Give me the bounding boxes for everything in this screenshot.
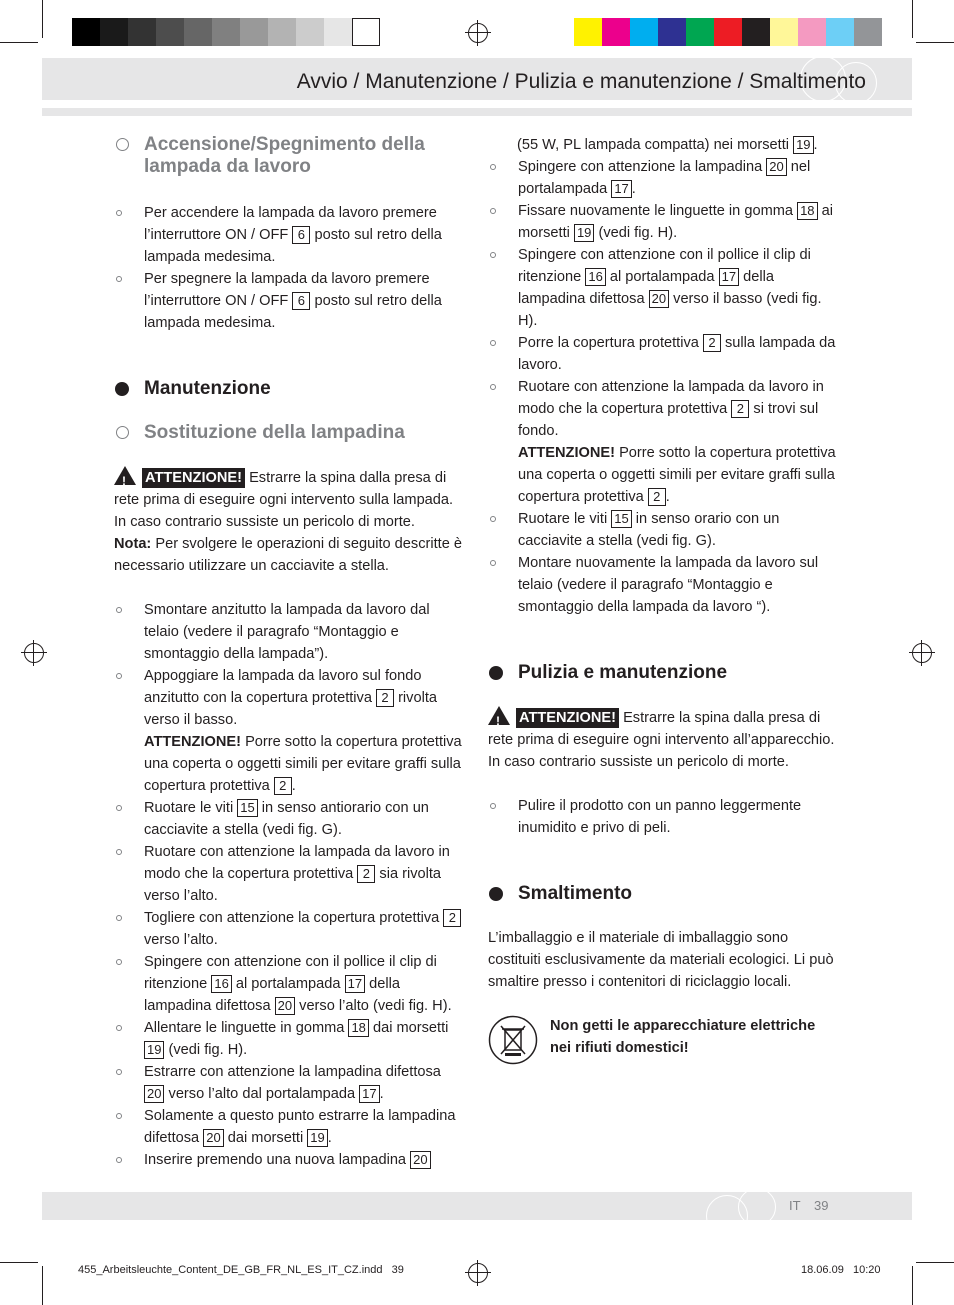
step-text: Per accendere la lampada da lavoro premere l’interruttore ON / OFF (144, 205, 437, 243)
step-text: sia rivolta verso l’alto. (144, 866, 442, 904)
registration-mark-left (24, 643, 44, 663)
calibration-swatch (156, 18, 184, 46)
list-item (488, 244, 840, 332)
step-text: . (813, 137, 818, 153)
print-file-slug: 455_Arbeitsleuchte_Content_DE_GB_FR_NL_ES_IT_CZ.indd 39 (78, 1264, 404, 1276)
caution-note (144, 731, 464, 797)
registration-mark-right (912, 643, 932, 663)
list-item (488, 552, 840, 618)
step-text: Fissare nuovamente le linguette in gomma (518, 203, 798, 219)
warning-text: Estrarre la spina dalla presa di rete prima di eseguire ogni intervento all’apparecchio. In caso contrario sussiste un pericolo di morte. (488, 710, 835, 770)
footer-page-number: 39 (814, 1198, 829, 1213)
list-item (114, 1061, 464, 1105)
list-item (114, 841, 464, 907)
warning-label: ATTENZIONE! (516, 708, 619, 728)
page-title: Avvio / Manutenzione / Pulizia e manutenzione / Smaltimento (296, 70, 866, 93)
weee-text: Non getti le apparecchiature elettriche nei rifiuti domestici! (550, 1018, 816, 1056)
list-item (114, 797, 464, 841)
step-text: (vedi fig. H). (594, 225, 678, 241)
crop-mark (912, 1266, 913, 1305)
registration-mark-bottom (468, 1263, 488, 1283)
step-text: dai morsetti (368, 1020, 449, 1036)
caution-note (518, 442, 840, 508)
warning-triangle-icon: ! (488, 706, 510, 725)
cleaning-warning-paragraph (488, 706, 840, 773)
step-text: si trovi sul fondo. (518, 401, 819, 439)
crop-mark (916, 1262, 954, 1263)
part-number-box: 17 (345, 975, 365, 993)
calibration-swatch (602, 18, 630, 46)
crop-mark (916, 42, 954, 43)
step-text: dai morsetti (223, 1130, 308, 1146)
step-text: Appoggiare la lampada da lavoro sul fondo anzitutto con la copertura protettiva (144, 668, 422, 706)
part-number-box: 6 (292, 226, 310, 244)
crop-mark (42, 0, 43, 38)
step-text: Estrarre con attenzione la lampadina difettosa (144, 1064, 441, 1080)
step-text: (vedi fig. H). (164, 1042, 248, 1058)
step-text: Porre sotto la copertura protettiva una coperta o oggetti simili per evitare graffi sulla copertura protettiva (518, 445, 836, 505)
step-text: posto sul retro della lampada medesima. (144, 293, 442, 331)
warning-label: ATTENZIONE! (142, 468, 245, 488)
weee-notice (488, 1015, 840, 1065)
continued-step (488, 134, 840, 156)
calibration-swatch (240, 18, 268, 46)
step-text: Spingere con attenzione con il pollice il clip di ritenzione (144, 954, 437, 992)
list-item (114, 599, 464, 665)
calibration-swatch (128, 18, 156, 46)
weee-bin-icon (488, 1015, 538, 1065)
part-number-box: 20 (203, 1129, 223, 1147)
part-number-box: 2 (357, 865, 375, 883)
right-column (488, 134, 840, 1065)
step-text: Togliere con attenzione la copertura protettiva (144, 910, 444, 926)
calibration-swatch (100, 18, 128, 46)
calibration-swatch (574, 18, 602, 46)
part-number-box: 2 (274, 777, 292, 795)
note-label: Nota: (114, 536, 152, 552)
calibration-swatch (686, 18, 714, 46)
list-item (114, 665, 464, 797)
step-text: . (327, 1130, 332, 1146)
step-text: al portalampada (231, 976, 345, 992)
step-text: Ruotare con attenzione la lampada da lavoro in modo che la copertura protettiva (518, 379, 824, 417)
calibration-swatch (630, 18, 658, 46)
note-text: Per svolgere le operazioni di seguito descritte è necessario utilizzare un cacciavite a stella. (114, 536, 462, 574)
part-number-box: 6 (292, 292, 310, 310)
step-text: Montare nuovamente la lampada da lavoro sul telaio (vedere il paragrafo “Montaggio e smontaggio della lampada da lavoro “). (518, 555, 819, 615)
calibration-swatch (324, 18, 352, 46)
calibration-swatch (296, 18, 324, 46)
part-number-box: 18 (797, 202, 817, 220)
part-number-box: 2 (376, 689, 394, 707)
part-number-box: 19 (574, 224, 594, 242)
part-number-box: 20 (766, 158, 786, 176)
list-item (114, 202, 464, 268)
step-text: Inserire premendo una nuova lampadina (144, 1152, 411, 1168)
note-paragraph (114, 533, 464, 577)
step-text: Ruotare le viti (518, 511, 612, 527)
calibration-swatch (72, 18, 100, 46)
list-item (488, 376, 840, 508)
warning-triangle-icon: ! (114, 466, 136, 485)
step-text: Smontare anzitutto la lampada da lavoro dal telaio (vedere il paragrafo “Montaggio e smontaggio della lampada”). (144, 602, 430, 662)
crop-mark (0, 42, 38, 43)
part-number-box: 2 (703, 334, 721, 352)
step-text: in senso orario con un cacciavite a stella (vedi fig. G). (518, 511, 780, 549)
list-item (114, 268, 464, 334)
step-text: della lampadina difettosa (518, 269, 774, 307)
step-text: rivolta verso il basso. (144, 690, 437, 728)
section-title-bulb-replacement: Sostituzione della lampadina (114, 422, 464, 444)
step-text: Solamente a questo punto estrarre la lampadina difettosa (144, 1108, 456, 1146)
registration-mark-top (468, 23, 488, 43)
part-number-box: 17 (611, 180, 631, 198)
on-off-list (114, 202, 464, 334)
part-number-box: 16 (211, 975, 231, 993)
crop-mark (912, 0, 913, 38)
warning-text: Estrarre la spina dalla presa di rete prima di eseguire ogni intervento sulla lampada. In caso contrario sussiste un pericolo di morte. (114, 470, 454, 530)
step-text: Spingere con attenzione la lampadina (518, 159, 767, 175)
part-number-box: 15 (611, 510, 631, 528)
part-number-box: 20 (649, 290, 669, 308)
calibration-swatch (658, 18, 686, 46)
part-number-box: 2 (443, 909, 461, 927)
print-date-slug: 18.06.09 10:20 (801, 1264, 881, 1276)
step-text: verso l’alto (vedi fig. H). (295, 998, 452, 1014)
list-item (114, 951, 464, 1017)
bulb-steps-list (114, 599, 464, 1171)
part-number-box: 20 (410, 1151, 430, 1169)
list-item (114, 1149, 464, 1171)
calibration-swatch (268, 18, 296, 46)
list-item (114, 907, 464, 951)
part-number-box: 2 (648, 488, 666, 506)
caution-label: ATTENZIONE! (144, 734, 242, 750)
section-title-cleaning: Pulizia e manutenzione (488, 662, 840, 684)
calibration-swatch (770, 18, 798, 46)
list-item (488, 332, 840, 376)
step-text: Allentare le linguette in gomma (144, 1020, 349, 1036)
bulb-steps-list-continued (488, 156, 840, 618)
crop-mark (0, 1262, 38, 1263)
step-text: Porre sotto la copertura protettiva una coperta o oggetti simili per evitare graffi sulla copertura protettiva (144, 734, 462, 794)
calibration-swatch (184, 18, 212, 46)
step-text: verso l’alto. (144, 932, 218, 948)
part-number-box: 16 (585, 268, 605, 286)
header-sub-band (42, 108, 912, 116)
footer-band (42, 1192, 912, 1220)
list-item (114, 1017, 464, 1061)
step-text: Spingere con attenzione con il pollice il clip di ritenzione (518, 247, 811, 285)
step-text: Ruotare con attenzione la lampada da lavoro in modo che la copertura protettiva (144, 844, 450, 882)
part-number-box: 20 (144, 1085, 164, 1103)
part-number-box: 19 (793, 136, 813, 154)
calibration-swatch (826, 18, 854, 46)
calibration-swatch (714, 18, 742, 46)
section-title-on-off: Accensione/Spegnimento della lampada da lavoro (114, 134, 464, 178)
step-text: . (379, 1086, 384, 1102)
step-text: posto sul retro della lampada medesima. (144, 227, 442, 265)
step-text: della lampadina difettosa (144, 976, 400, 1014)
step-text: Porre la copertura protettiva (518, 335, 703, 351)
section-title-maintenance: Manutenzione (114, 378, 464, 400)
section-title-disposal: Smaltimento (488, 883, 840, 905)
list-item (488, 508, 840, 552)
step-text: . (665, 489, 670, 505)
crop-mark (42, 1266, 43, 1305)
list-item: Pulire il prodotto con un panno leggermente inumidito e privo di peli. (488, 795, 840, 839)
step-text: . (291, 778, 296, 794)
calibration-swatch (798, 18, 826, 46)
list-item (488, 156, 840, 200)
disposal-paragraph: L’imballaggio e il materiale di imballaggio sono costituiti esclusivamente da materiali ecologici. Li può smaltire presso i contenitori di riciclaggio locali. (488, 930, 834, 990)
step-text: verso l’alto dal portalampada (164, 1086, 360, 1102)
calibration-swatch (352, 18, 380, 46)
warning-paragraph (114, 466, 464, 533)
decorative-circle (738, 1188, 776, 1226)
part-number-box: 17 (359, 1085, 379, 1103)
left-column (114, 134, 464, 1171)
part-number-box: 2 (731, 400, 749, 418)
part-number-box: 18 (348, 1019, 368, 1037)
step-text: Per spegnere la lampada da lavoro premere l’interruttore ON / OFF (144, 271, 430, 309)
step-text: . (631, 181, 636, 197)
step-text: verso il basso (vedi fig. H). (518, 291, 822, 329)
step-text: (55 W, PL lampada compatta) nei morsetti (517, 137, 794, 153)
calibration-swatch (854, 18, 882, 46)
calibration-swatch (212, 18, 240, 46)
step-text: in senso antiorario con un cacciavite a stella (vedi fig. G). (144, 800, 429, 838)
step-text: al portalampada (605, 269, 719, 285)
list-item (488, 200, 840, 244)
caution-label: ATTENZIONE! (518, 445, 616, 461)
step-text: nel portalampada (518, 159, 811, 197)
list-item (114, 1105, 464, 1149)
calibration-swatch (742, 18, 770, 46)
step-text: Ruotare le viti (144, 800, 238, 816)
footer-language: IT (789, 1198, 801, 1213)
part-number-box: 19 (307, 1129, 327, 1147)
step-text: sulla lampada da lavoro. (518, 335, 836, 373)
part-number-box: 20 (275, 997, 295, 1015)
part-number-box: 15 (237, 799, 257, 817)
step-text: ai morsetti (518, 203, 833, 241)
part-number-box: 17 (719, 268, 739, 286)
part-number-box: 19 (144, 1041, 164, 1059)
